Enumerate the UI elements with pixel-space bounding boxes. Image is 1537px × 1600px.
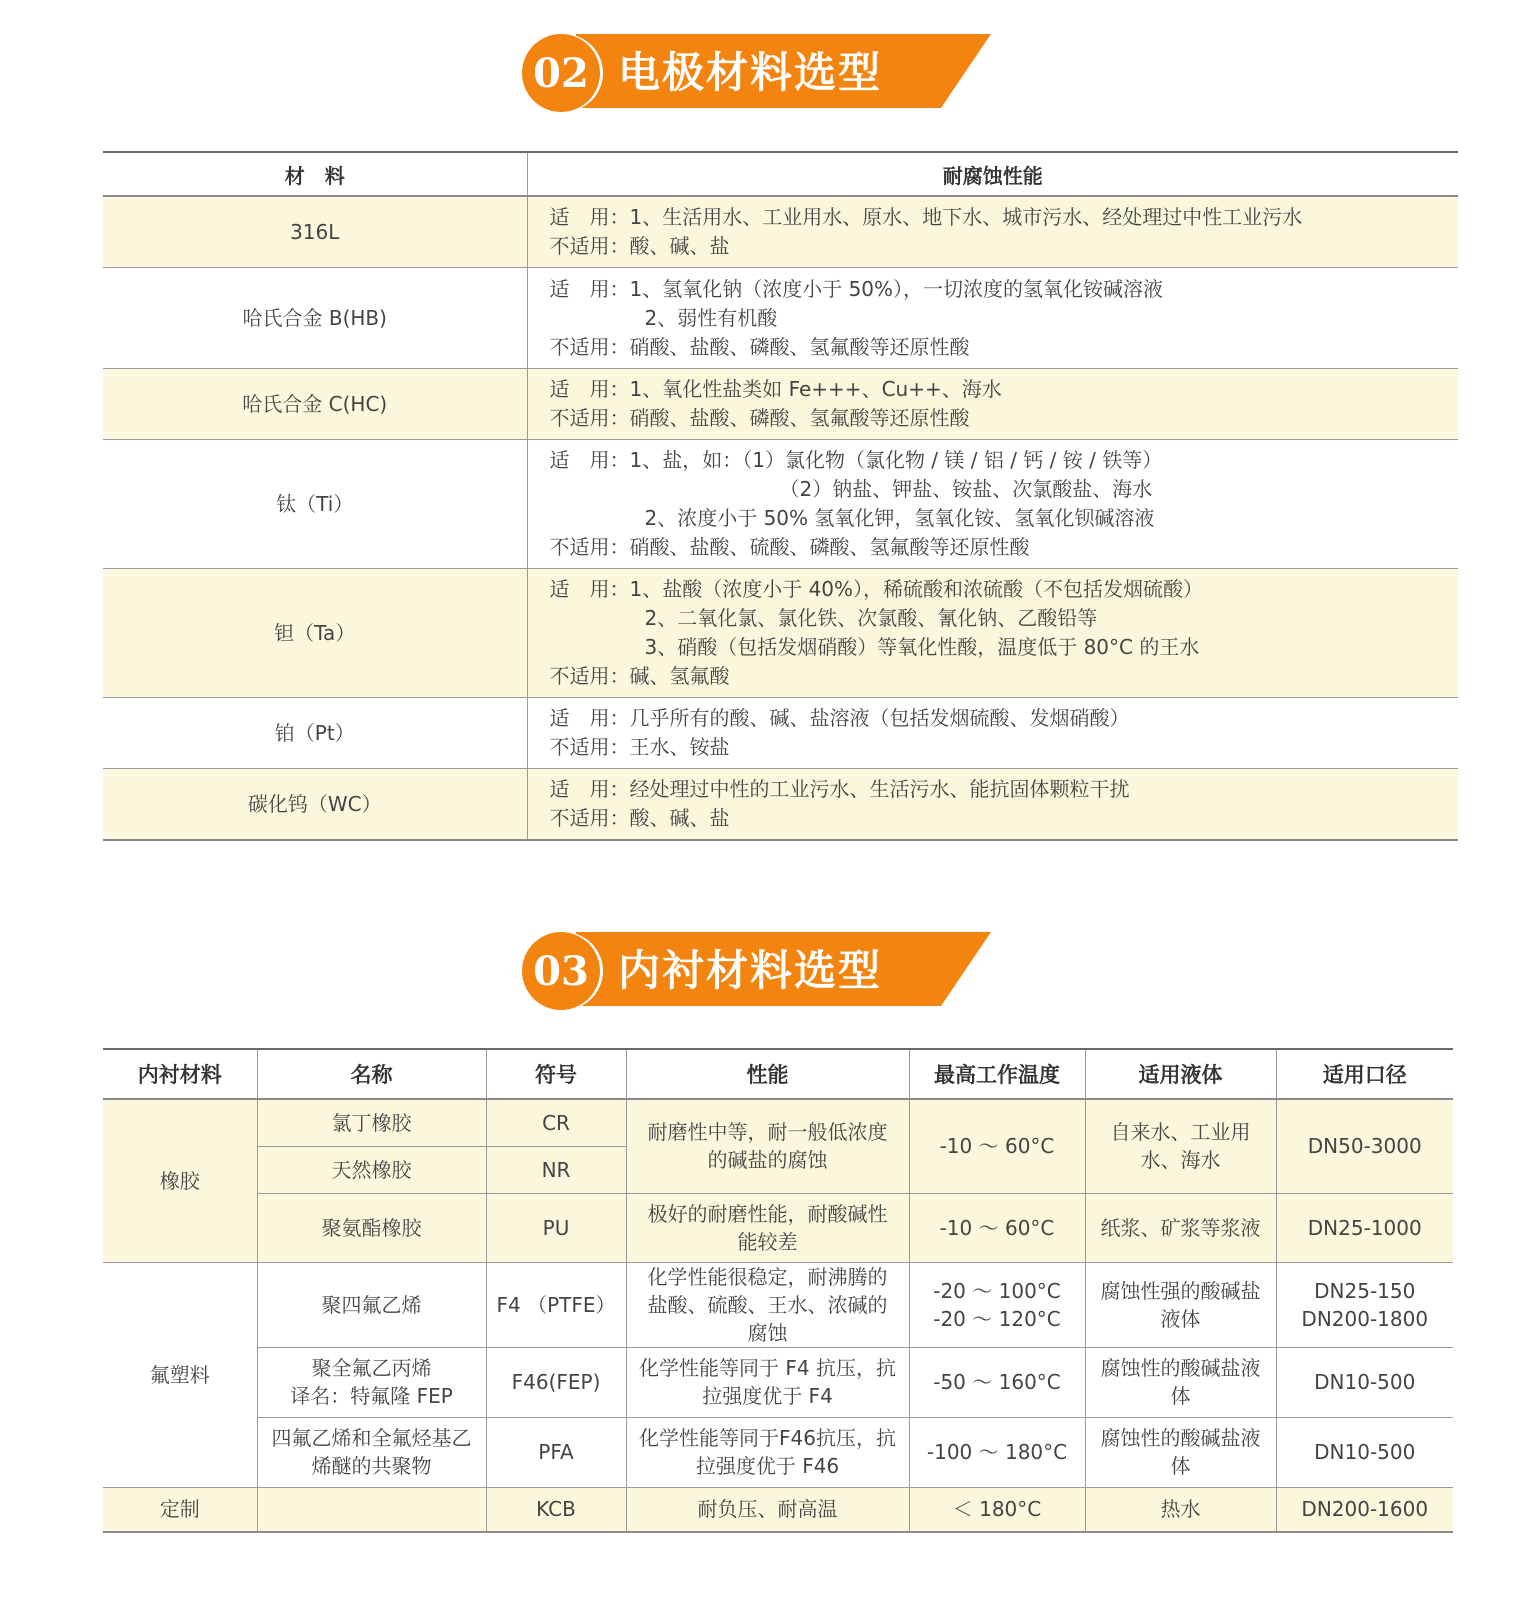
table-row bbox=[103, 698, 1458, 769]
name-cell bbox=[257, 1347, 486, 1417]
performance-cell bbox=[527, 268, 1458, 369]
section-banner-electrode bbox=[522, 30, 1002, 114]
performance-line: 不适用：酸、碱、盐 bbox=[549, 806, 730, 830]
table-row bbox=[103, 440, 1458, 569]
symbol-cell: F4 （PTFE） bbox=[486, 1262, 626, 1347]
header-material: 材 料 bbox=[103, 152, 527, 196]
name-cell: 四氟乙烯和全氟烃基乙烯醚的共聚物 bbox=[257, 1417, 486, 1487]
header-name: 名称 bbox=[257, 1049, 486, 1099]
material-cell: 哈氏合金 C(HC) bbox=[103, 369, 527, 440]
name-line: 聚全氟乙丙烯 bbox=[311, 1356, 432, 1380]
material-cell: 哈氏合金 B(HB) bbox=[103, 268, 527, 369]
electrode-material-table bbox=[103, 151, 1458, 841]
header-liquid: 适用液体 bbox=[1085, 1049, 1276, 1099]
liquid-cell: 自来水、工业用水、海水 bbox=[1085, 1099, 1276, 1193]
group-fluoro: 氟塑料 bbox=[103, 1262, 257, 1487]
performance-line: 3、硝酸（包括发烟硝酸）等氧化性酸，温度低于 80°C 的王水 bbox=[644, 635, 1200, 659]
temperature-cell: -10 ～ 60°C bbox=[909, 1099, 1085, 1193]
material-cell: 钽（Ta） bbox=[103, 569, 527, 698]
material-cell: 碳化钨（WC） bbox=[103, 769, 527, 841]
performance-cell: 耐磨性中等，耐一般低浓度的碱盐的腐蚀 bbox=[626, 1099, 909, 1193]
name-cell: 聚氨酯橡胶 bbox=[257, 1193, 486, 1262]
section-banner-lining bbox=[522, 928, 1002, 1012]
performance-line: 2、浓度小于 50% 氢氧化钾，氢氧化铵、氢氧化钡碱溶液 bbox=[644, 506, 1155, 530]
table-row bbox=[103, 1262, 1453, 1347]
table-row bbox=[103, 268, 1458, 369]
section-number: 03 bbox=[522, 932, 600, 1010]
section-title: 内衬材料选型 bbox=[618, 946, 883, 995]
temperature-cell: -50 ～ 160°C bbox=[909, 1347, 1085, 1417]
temperature-value: -20 ～ 100°C bbox=[933, 1278, 1061, 1303]
performance-line: （2）钠盐、钾盐、铵盐、次氯酸盐、海水 bbox=[779, 477, 1153, 501]
table-row bbox=[103, 1193, 1453, 1262]
performance-line: 适 用：经处理过中性的工业污水、生活污水、能抗固体颗粒干扰 bbox=[549, 777, 1130, 801]
group-custom: 定制 bbox=[103, 1487, 257, 1532]
table-row bbox=[103, 196, 1458, 268]
table-row bbox=[103, 1347, 1453, 1417]
performance-line: 适 用：几乎所有的酸、碱、盐溶液（包括发烟硫酸、发烟硝酸） bbox=[549, 706, 1130, 730]
symbol-cell: PU bbox=[486, 1193, 626, 1262]
diameter-cell: DN200-1600 bbox=[1276, 1487, 1453, 1532]
table-row bbox=[103, 1099, 1453, 1146]
performance-cell bbox=[527, 369, 1458, 440]
name-cell: 聚四氟乙烯 bbox=[257, 1262, 486, 1347]
performance-line: 适 用：1、盐酸（浓度小于 40%），稀硫酸和浓硫酸（不包括发烟硫酸） bbox=[549, 577, 1204, 601]
diameter-cell bbox=[1276, 1262, 1453, 1347]
liquid-cell: 腐蚀性的酸碱盐液体 bbox=[1085, 1417, 1276, 1487]
symbol-cell: NR bbox=[486, 1146, 626, 1193]
table-row bbox=[103, 1417, 1453, 1487]
performance-cell bbox=[527, 698, 1458, 769]
header-performance: 耐腐蚀性能 bbox=[527, 152, 1458, 196]
temperature-cell: -100 ～ 180°C bbox=[909, 1417, 1085, 1487]
temperature-value: -20 ～ 120°C bbox=[933, 1306, 1061, 1331]
table-row bbox=[103, 569, 1458, 698]
symbol-cell: F46(FEP) bbox=[486, 1347, 626, 1417]
temperature-cell: ＜ 180°C bbox=[909, 1487, 1085, 1532]
symbol-cell: CR bbox=[486, 1099, 626, 1146]
section-title: 电极材料选型 bbox=[618, 48, 883, 97]
performance-line: 不适用：王水、铵盐 bbox=[549, 735, 730, 759]
performance-line: 适 用：1、氢氧化钠（浓度小于 50%），一切浓度的氢氧化铵碱溶液 bbox=[549, 276, 1164, 301]
table-row bbox=[103, 769, 1458, 841]
table-row bbox=[103, 369, 1458, 440]
header-diameter: 适用口径 bbox=[1276, 1049, 1453, 1099]
performance-cell bbox=[527, 769, 1458, 841]
diameter-cell: DN10-500 bbox=[1276, 1347, 1453, 1417]
section-number: 02 bbox=[522, 34, 600, 112]
performance-line: 不适用：酸、碱、盐 bbox=[549, 234, 730, 258]
header-lining: 内衬材料 bbox=[103, 1049, 257, 1099]
performance-cell bbox=[527, 569, 1458, 698]
diameter-value: DN200-1800 bbox=[1301, 1306, 1429, 1331]
temperature-cell: -10 ～ 60°C bbox=[909, 1193, 1085, 1262]
temperature-cell bbox=[909, 1262, 1085, 1347]
liquid-cell: 热水 bbox=[1085, 1487, 1276, 1532]
diameter-cell: DN25-1000 bbox=[1276, 1193, 1453, 1262]
performance-line: 不适用：硝酸、盐酸、磷酸、氢氟酸等还原性酸 bbox=[549, 406, 970, 430]
symbol-cell: KCB bbox=[486, 1487, 626, 1532]
material-cell: 铂（Pt） bbox=[103, 698, 527, 769]
diameter-cell: DN50-3000 bbox=[1276, 1099, 1453, 1193]
header-symbol: 符号 bbox=[486, 1049, 626, 1099]
performance-cell: 极好的耐磨性能，耐酸碱性能较差 bbox=[626, 1193, 909, 1262]
name-cell: 天然橡胶 bbox=[257, 1146, 486, 1193]
performance-cell bbox=[527, 440, 1458, 569]
performance-line: 适 用：1、氧化性盐类如 Fe+++、Cu++、海水 bbox=[549, 377, 1002, 401]
performance-cell bbox=[527, 196, 1458, 268]
performance-cell: 化学性能等同于F46抗压，抗拉强度优于 F46 bbox=[626, 1417, 909, 1487]
table-row bbox=[103, 1487, 1453, 1532]
material-cell: 316L bbox=[103, 196, 527, 268]
performance-line: 不适用：硝酸、盐酸、磷酸、氢氟酸等还原性酸 bbox=[549, 334, 970, 359]
diameter-cell: DN10-500 bbox=[1276, 1417, 1453, 1487]
performance-line: 适 用：1、生活用水、工业用水、原水、地下水、城市污水、经处理过中性工业污水 bbox=[549, 205, 1303, 229]
performance-line: 不适用：硝酸、盐酸、硫酸、磷酸、氢氟酸等还原性酸 bbox=[549, 535, 1030, 559]
material-cell: 钛（Ti） bbox=[103, 440, 527, 569]
symbol-cell: PFA bbox=[486, 1417, 626, 1487]
performance-cell: 化学性能等同于 F4 抗压，抗拉强度优于 F4 bbox=[626, 1347, 909, 1417]
performance-line: 适 用：1、盐，如：（1）氯化物（氯化物 / 镁 / 铝 / 钙 / 铵 / 铁等） bbox=[549, 448, 1163, 472]
lining-material-table bbox=[103, 1048, 1453, 1533]
header-temperature: 最高工作温度 bbox=[909, 1049, 1085, 1099]
performance-cell: 耐负压、耐高温 bbox=[626, 1487, 909, 1532]
liquid-cell: 腐蚀性的酸碱盐液体 bbox=[1085, 1347, 1276, 1417]
name-cell: 氯丁橡胶 bbox=[257, 1099, 486, 1146]
liquid-cell: 腐蚀性强的酸碱盐液体 bbox=[1085, 1262, 1276, 1347]
diameter-value: DN25-150 bbox=[1314, 1278, 1416, 1303]
group-rubber: 橡胶 bbox=[103, 1099, 257, 1262]
name-line: 译名：特氟隆 FEP bbox=[290, 1384, 453, 1408]
liquid-cell: 纸浆、矿浆等浆液 bbox=[1085, 1193, 1276, 1262]
header-performance: 性能 bbox=[626, 1049, 909, 1099]
performance-line: 2、二氧化氯、氯化铁、次氯酸、氰化钠、乙酸铅等 bbox=[644, 606, 1098, 630]
performance-line: 不适用：碱、氢氟酸 bbox=[549, 664, 730, 688]
name-cell bbox=[257, 1487, 486, 1532]
performance-cell: 化学性能很稳定，耐沸腾的盐酸、硫酸、王水、浓碱的腐蚀 bbox=[626, 1262, 909, 1347]
performance-line: 2、弱性有机酸 bbox=[644, 305, 778, 330]
